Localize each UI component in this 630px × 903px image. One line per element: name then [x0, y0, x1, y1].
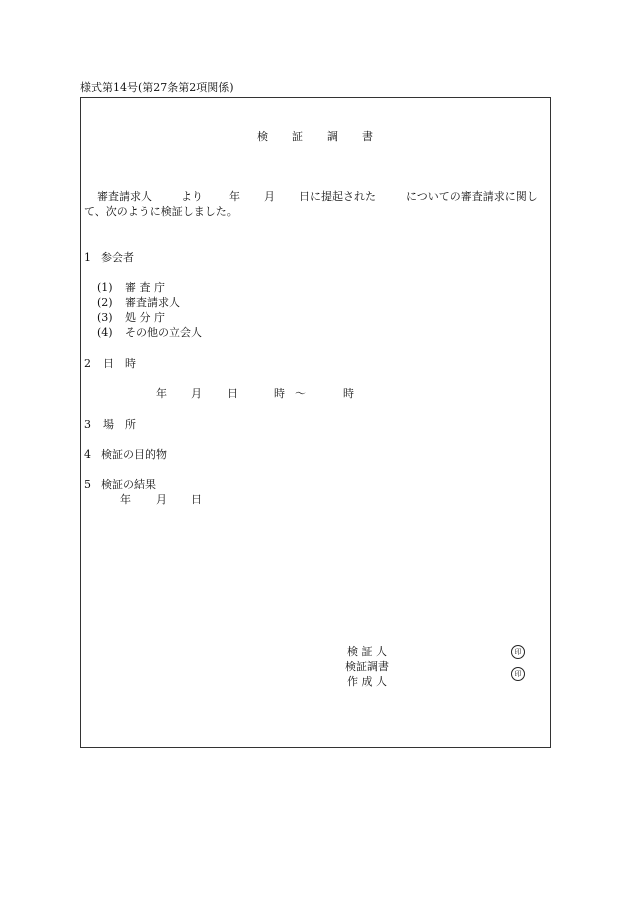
intro-year: 年: [229, 190, 240, 203]
intro-month: 月: [264, 190, 275, 203]
section5-month: 月: [156, 493, 167, 506]
section1-item-4-label: その他の立会人: [125, 326, 202, 339]
title-char-1: 検: [257, 130, 268, 143]
intro-requester: 審査請求人: [97, 190, 152, 203]
seal-mark-2: 印: [511, 667, 525, 681]
preparer-label-line-2: 作 成 人: [347, 675, 387, 688]
section1-item-1-label: 審 査 庁: [125, 281, 165, 294]
intro-line-2: て、次のように検証しました。: [84, 205, 238, 218]
section5-day: 日: [191, 493, 202, 506]
intro-regarding: についての審査請求に関し: [406, 190, 538, 203]
section1-heading: 参会者: [101, 251, 134, 264]
section4-heading: 検証の目的物: [101, 448, 167, 461]
section2-heading-char-1: 日: [103, 357, 114, 370]
section2-hour-end: 時: [343, 387, 354, 400]
title-char-2: 証: [292, 130, 303, 143]
section3-number: 3: [84, 418, 91, 431]
section5-number: 5: [84, 478, 91, 491]
section2-tilde: 〜: [295, 387, 306, 400]
section1-item-3-label: 処 分 庁: [125, 311, 165, 324]
intro-from: より: [181, 190, 203, 203]
section3-heading-char-2: 所: [125, 418, 136, 431]
section2-heading-char-2: 時: [125, 357, 136, 370]
section1-item-1-num: (1): [97, 281, 113, 294]
seal-mark-1: 印: [511, 645, 525, 659]
section1-number: 1: [84, 251, 91, 264]
section5-heading: 検証の結果: [101, 478, 156, 491]
section3-heading-char-1: 場: [103, 418, 114, 431]
section5-year: 年: [120, 493, 131, 506]
section2-month: 月: [191, 387, 202, 400]
form-number: 様式第14号(第27条第2項関係): [80, 81, 234, 94]
section2-hour-start: 時: [274, 387, 285, 400]
preparer-label-line-1: 検証調書: [345, 660, 389, 673]
title-char-4: 書: [362, 130, 373, 143]
section1-item-4-num: (4): [97, 326, 113, 339]
section2-number: 2: [84, 357, 91, 370]
title-char-3: 調: [327, 130, 338, 143]
section4-number: 4: [84, 448, 91, 461]
section1-item-3-num: (3): [97, 311, 113, 324]
section1-item-2-label: 審査請求人: [125, 296, 180, 309]
section2-year: 年: [156, 387, 167, 400]
section2-day: 日: [227, 387, 238, 400]
section1-item-2-num: (2): [97, 296, 113, 309]
intro-day-filed: 日に提起された: [299, 190, 376, 203]
inspector-label: 検 証 人: [347, 645, 387, 658]
